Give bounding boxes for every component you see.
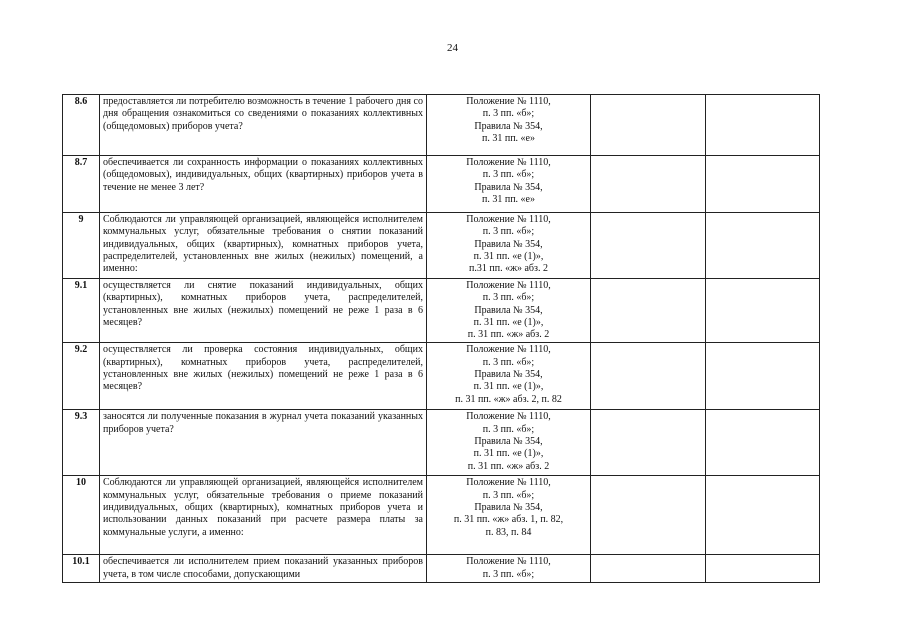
legal-reference-line: Положение № 1110, [466, 556, 551, 568]
legal-reference-line: п. 31 пп. «ж» абз. 2, п. 82 [455, 393, 562, 405]
row-legal-references [427, 555, 591, 583]
legal-reference-line: Положение № 1110, [466, 344, 551, 356]
row-legal-references [427, 156, 591, 213]
answer-cell [591, 343, 706, 410]
legal-reference-line: п. 3 пп. «б»; [482, 423, 535, 435]
table-row [63, 476, 820, 555]
row-legal-references [427, 343, 591, 410]
row-legal-references [427, 279, 591, 343]
answer-cell [591, 156, 706, 213]
note-cell [706, 156, 820, 213]
row-legal-references [427, 410, 591, 476]
legal-reference-line: п. 31 пп. «е» [482, 193, 535, 205]
row-legal-references [427, 476, 591, 555]
answer-cell [591, 213, 706, 279]
legal-reference-line: п. 3 пп. «б»; [482, 292, 535, 304]
legal-reference-line: Правила № 354, [474, 120, 543, 132]
answer-cell [591, 555, 706, 583]
legal-reference-line: п. 31 пп. «е (1)», [473, 316, 544, 328]
note-cell [706, 213, 820, 279]
table-row [63, 279, 820, 343]
table-row [63, 343, 820, 410]
row-number: 8.7 [63, 156, 100, 213]
legal-reference-line: Правила № 354, [474, 502, 543, 514]
legal-reference-line: п. 31 пп. «ж» абз. 2 [467, 329, 550, 341]
legal-reference-line: Правила № 354, [474, 304, 543, 316]
legal-reference-line: п. 3 пп. «б»; [482, 108, 535, 120]
row-number: 9 [63, 213, 100, 279]
row-question: осуществляется ли снятие показаний индивидуальных, общих (квартирных), комнатных приборов учета, распределителей, установленных вне жилых (нежилых) помещений не реже 1 раза в 6 месяцев? [100, 279, 427, 343]
note-cell [706, 555, 820, 583]
row-question: осуществляется ли проверка состояния индивидуальных, общих (квартирных), комнатных приборов учета, распределителей, установленных вне жилых (нежилых) помещений не реже 1 раза в 6 месяцев? [100, 343, 427, 410]
page-number: 24 [447, 42, 458, 54]
row-number: 10.1 [63, 555, 100, 583]
table-row [63, 156, 820, 213]
legal-reference-line: Положение № 1110, [466, 214, 551, 225]
legal-reference-line: Положение № 1110, [466, 477, 551, 489]
checklist-table [62, 94, 820, 583]
legal-reference-line: п. 3 пп. «б»; [482, 568, 535, 580]
legal-reference-line: Правила № 354, [474, 238, 543, 250]
legal-reference-line: п. 31 пп. «ж» абз. 2 [467, 460, 550, 472]
legal-reference-line: п. 31 пп. «е (1)», [473, 381, 544, 393]
answer-cell [591, 95, 706, 156]
legal-reference-line: п. 3 пп. «б»; [482, 489, 535, 501]
legal-reference-line: п. 31 пп. «ж» абз. 1, п. 82, [453, 514, 564, 526]
note-cell [706, 343, 820, 410]
row-number: 9.3 [63, 410, 100, 476]
row-number: 9.1 [63, 279, 100, 343]
legal-reference-line: п. 3 пп. «б»; [482, 226, 535, 238]
legal-reference-line: п. 31 пп. «е» [482, 132, 535, 144]
table-row [63, 410, 820, 476]
row-question: Соблюдаются ли управляющей организацией, являющейся исполнителем коммунальных услуг, обязательные требования о приеме показаний индивидуальных, общих (квартирных), комнатных приборов учета и использовании данных показаний при расчете размера платы за коммунальные услуги, а именно: [100, 476, 427, 555]
legal-reference-line: п. 3 пп. «б»; [482, 169, 535, 181]
legal-reference-line: Правила № 354, [474, 181, 543, 193]
legal-reference-line: Положение № 1110, [466, 411, 551, 423]
row-number: 8.6 [63, 95, 100, 156]
legal-reference-line: п. 31 пп. «е (1)», [473, 250, 544, 262]
table-row [63, 95, 820, 156]
legal-reference-line: п. 31 пп. «е (1)», [473, 448, 544, 460]
legal-reference-line: Положение № 1110, [466, 157, 551, 168]
checklist-rows [63, 95, 820, 583]
answer-cell [591, 410, 706, 476]
row-number: 10 [63, 476, 100, 555]
row-question: Соблюдаются ли управляющей организацией, являющейся исполнителем коммунальных услуг, обязательные требования о снятии показаний индивидуальных, общих (квартирных), комнатных приборов учета, распределителей, установленных вне жилых (нежилых) помещений, а именно: [100, 213, 427, 279]
note-cell [706, 410, 820, 476]
legal-reference-line: Положение № 1110, [466, 96, 551, 107]
legal-reference-line: п. 3 пп. «б»; [482, 356, 535, 368]
table-row [63, 213, 820, 279]
row-legal-references [427, 213, 591, 279]
legal-reference-line: Правила № 354, [474, 369, 543, 381]
legal-reference-line: Положение № 1110, [466, 280, 551, 291]
row-number: 9.2 [63, 343, 100, 410]
answer-cell [591, 279, 706, 343]
note-cell [706, 279, 820, 343]
note-cell [706, 95, 820, 156]
row-question: предоставляется ли потребителю возможность в течение 1 рабочего дня со дня обращения ознакомиться со сведениями о показаниях коллективных (общедомовых) приборов учета? [100, 95, 427, 156]
note-cell [706, 476, 820, 555]
legal-reference-line: п. 83, п. 84 [485, 526, 532, 538]
row-question: заносятся ли полученные показания в журнал учета показаний указанных приборов учета? [100, 410, 427, 476]
row-question: обеспечивается ли исполнителем прием показаний указанных приборов учета, в том числе способами, допускающими [100, 555, 427, 583]
answer-cell [591, 476, 706, 555]
table-row [63, 555, 820, 583]
row-question: обеспечивается ли сохранность информации о показаниях коллективных (общедомовых), индивидуальных, общих (квартирных) приборов учета в течение не менее 3 лет? [100, 156, 427, 213]
row-legal-references [427, 95, 591, 156]
legal-reference-line: п.31 пп. «ж» абз. 2 [469, 263, 548, 275]
legal-reference-line: Правила № 354, [474, 436, 543, 448]
